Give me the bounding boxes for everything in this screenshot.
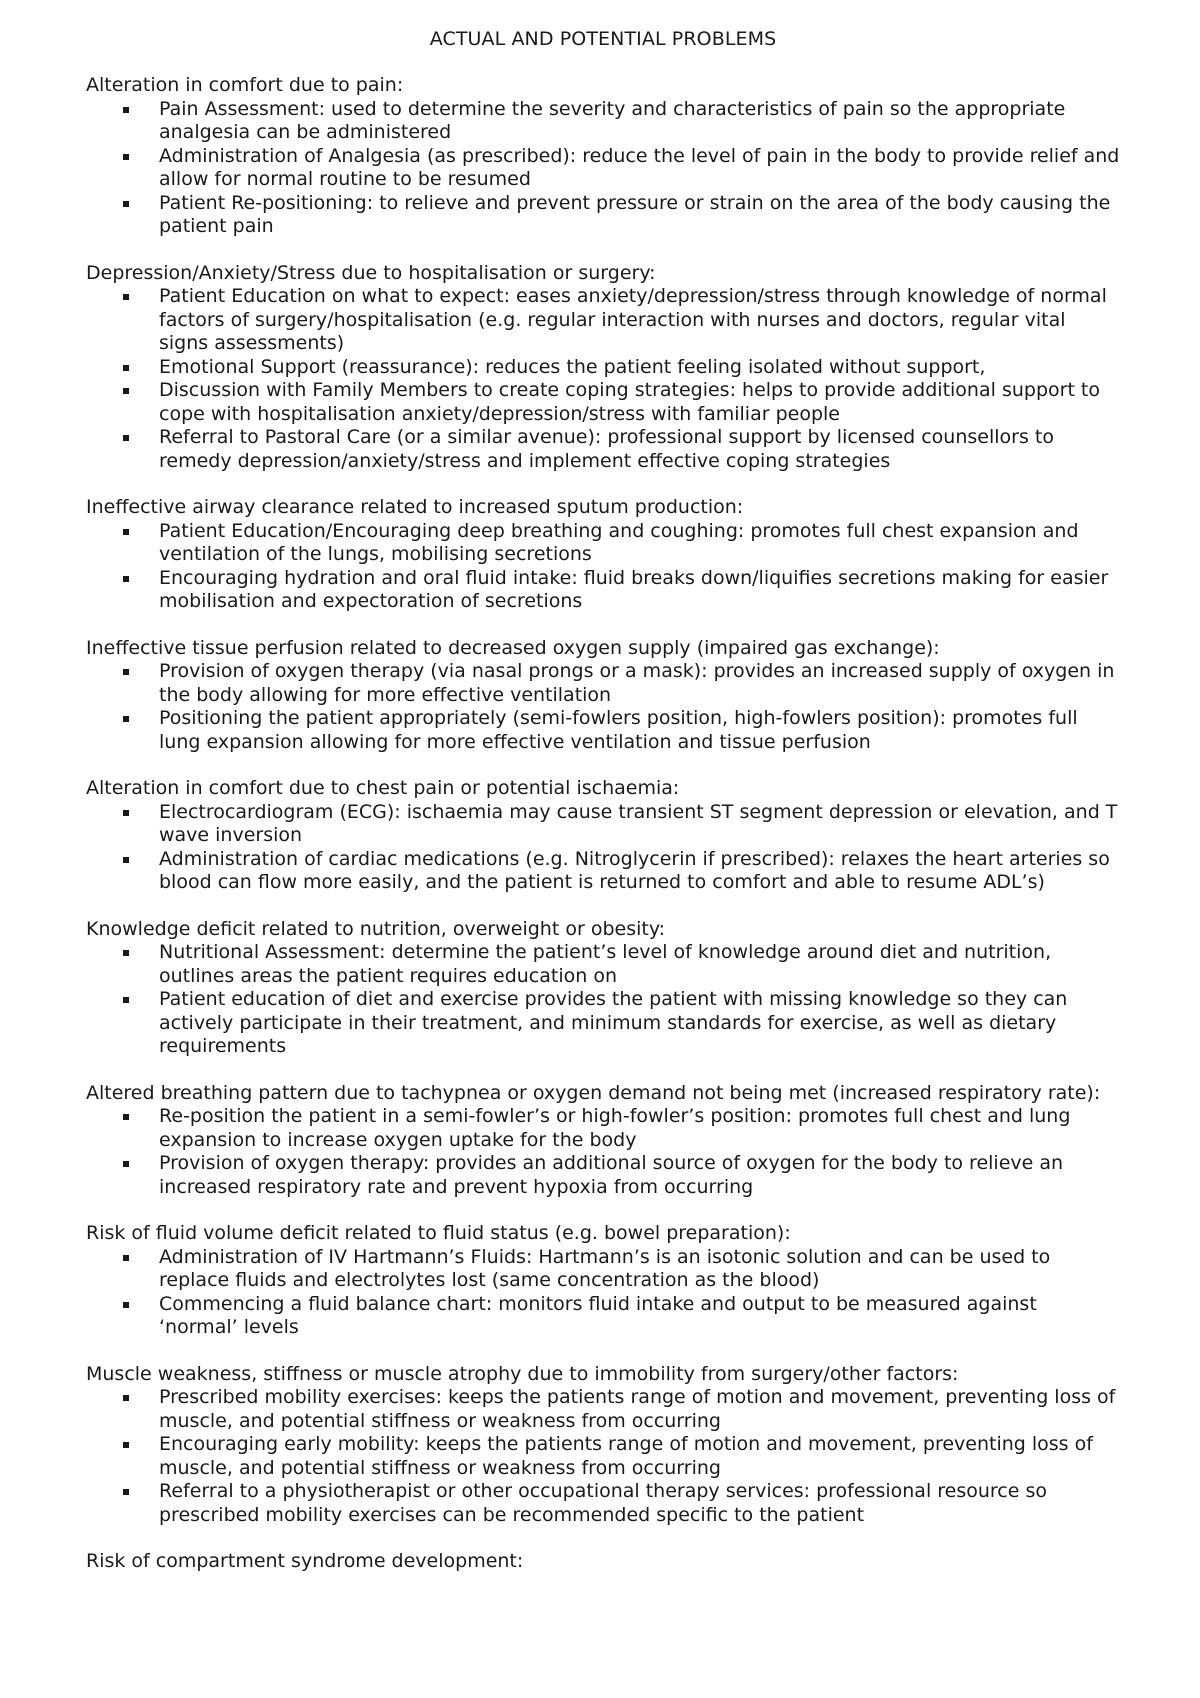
intervention-item	[86, 426, 1120, 473]
intervention-text: Patient Re-positioning: to relieve and prevent pressure or strain on the area of the body causing the patient pain	[159, 191, 1111, 237]
intervention-item	[86, 1105, 1120, 1152]
problem-heading: Depression/Anxiety/Stress due to hospitalisation or surgery:	[86, 261, 656, 284]
intervention-item	[86, 379, 1120, 426]
problem-section	[86, 1363, 1120, 1528]
intervention-text: Nutritional Assessment: determine the patient’s level of knowledge around diet and nutrition, outlines areas the patient requires education on	[159, 941, 1052, 987]
square-bullet-icon	[123, 435, 129, 441]
problem-heading: Knowledge deficit related to nutrition, overweight or obesity:	[86, 917, 666, 940]
intervention-text: Referral to a physiotherapist or other occupational therapy services: professional resource so prescribed mobility exercises can be recommended specific to the patient	[159, 1480, 1048, 1526]
intervention-text: Administration of cardiac medications (e.g. Nitroglycerin if prescribed): relaxes the heart arteries so blood can flow more easily, and the patient is returned to comfort and able to resume ADL’s)	[159, 847, 1110, 893]
intervention-text: Patient education of diet and exercise provides the patient with missing knowledge so they can actively participate in their treatment, and minimum standards for exercise, as well as dietary requirements	[159, 988, 1068, 1057]
intervention-text: Encouraging early mobility: keeps the patients range of motion and movement, preventing loss of muscle, and potential stiffness or weakness from occurring	[159, 1433, 1093, 1479]
intervention-text: Pain Assessment: used to determine the severity and characteristics of pain so the appropriate analgesia can be administered	[159, 97, 1066, 143]
intervention-text: Administration of IV Hartmann’s Fluids: Hartmann’s is an isotonic solution and can be used to replace fluids and electrolytes lost (same concentration as the blood)	[159, 1245, 1051, 1291]
intervention-item	[86, 145, 1120, 192]
intervention-item	[86, 567, 1120, 614]
intervention-text: Encouraging hydration and oral fluid intake: fluid breaks down/liquifies secretions making for easier mobilisation and expectoration of secretions	[159, 566, 1109, 612]
intervention-text: Re-position the patient in a semi-fowler’s or high-fowler’s position: promotes full chest and lung expansion to increase oxygen uptake for the body	[159, 1105, 1071, 1151]
intervention-text: Administration of Analgesia (as prescribed): reduce the level of pain in the body to provide relief and allow for normal routine to be resumed	[159, 144, 1120, 190]
intervention-item	[86, 98, 1120, 145]
problem-heading: Risk of fluid volume deficit related to fluid status (e.g. bowel preparation):	[86, 1222, 791, 1244]
intervention-item	[86, 1152, 1120, 1199]
problem-heading: Risk of compartment syndrome development:	[86, 1550, 524, 1572]
intervention-item	[86, 1246, 1120, 1293]
square-bullet-icon	[123, 857, 129, 863]
square-bullet-icon	[123, 1114, 129, 1120]
intervention-item	[86, 801, 1120, 848]
intervention-text: Prescribed mobility exercises: keeps the patients range of motion and movement, preventing loss of muscle, and potential stiffness or weakness from occurring	[159, 1386, 1116, 1432]
problem-list	[86, 74, 1120, 1574]
intervention-list	[86, 1246, 1120, 1340]
problem-section	[86, 1222, 1120, 1340]
square-bullet-icon	[123, 294, 129, 300]
square-bullet-icon	[123, 388, 129, 394]
problem-section	[86, 262, 1120, 474]
intervention-list	[86, 801, 1120, 895]
intervention-list	[86, 285, 1120, 473]
square-bullet-icon	[123, 950, 129, 956]
square-bullet-icon	[123, 1161, 129, 1167]
intervention-list	[86, 1105, 1120, 1199]
intervention-item	[86, 707, 1120, 754]
intervention-item	[86, 1433, 1120, 1480]
problem-heading: Ineffective tissue perfusion related to decreased oxygen supply (impaired gas exchange):	[86, 636, 940, 659]
intervention-text: Provision of oxygen therapy (via nasal prongs or a mask): provides an increased supply of oxygen in the body allowing for more effective ventilation	[159, 660, 1115, 706]
problem-section	[86, 1082, 1120, 1200]
intervention-item	[86, 192, 1120, 239]
intervention-text: Patient Education/Encouraging deep breathing and coughing: promotes full chest expansion and ventilation of the lungs, mobilising secretions	[159, 519, 1079, 565]
intervention-item	[86, 988, 1120, 1059]
problem-heading: Ineffective airway clearance related to increased sputum production:	[86, 496, 744, 518]
square-bullet-icon	[123, 529, 129, 535]
problem-heading: Alteration in comfort due to pain:	[86, 74, 404, 96]
intervention-item	[86, 520, 1120, 567]
problem-heading: Altered breathing pattern due to tachypnea or oxygen demand not being met (increased respiratory rate):	[86, 1081, 1101, 1104]
intervention-text: Patient Education on what to expect: eases anxiety/depression/stress through knowledge of normal factors of surgery/hospitalisation (e.g. regular interaction with nurses and doctors, regular vital signs assessments)	[159, 285, 1107, 354]
square-bullet-icon	[123, 365, 129, 371]
square-bullet-icon	[123, 1442, 129, 1448]
intervention-list	[86, 98, 1120, 239]
problem-section	[86, 74, 1120, 239]
square-bullet-icon	[123, 576, 129, 582]
square-bullet-icon	[123, 1489, 129, 1495]
square-bullet-icon	[123, 1255, 129, 1261]
intervention-text: Positioning the patient appropriately (semi-fowlers position, high-fowlers position): promotes full lung expansion allowing for more effective ventilation and tissue perfusion	[159, 707, 1078, 753]
intervention-text: Electrocardiogram (ECG): ischaemia may cause transient ST segment depression or elevation, and T wave inversion	[159, 800, 1118, 846]
intervention-list	[86, 1386, 1120, 1527]
square-bullet-icon	[123, 669, 129, 675]
page-title: ACTUAL AND POTENTIAL PROBLEMS	[429, 28, 777, 50]
intervention-text: Discussion with Family Members to create coping strategies: helps to provide additional support to cope with hospitalisation anxiety/depression/stress with familiar people	[159, 379, 1101, 425]
intervention-text: Referral to Pastoral Care (or a similar avenue): professional support by licensed counsellors to remedy depression/anxiety/stress and implement effective coping strategies	[159, 426, 1054, 472]
problem-heading: Alteration in comfort due to chest pain or potential ischaemia:	[86, 777, 680, 799]
problem-section	[86, 637, 1120, 755]
problem-section	[86, 777, 1120, 895]
intervention-item	[86, 848, 1120, 895]
intervention-item	[86, 285, 1120, 356]
intervention-item	[86, 1480, 1120, 1527]
intervention-item	[86, 660, 1120, 707]
problem-section	[86, 496, 1120, 614]
intervention-text: Emotional Support (reassurance): reduces the patient feeling isolated without support,	[159, 355, 986, 378]
square-bullet-icon	[123, 107, 129, 113]
problem-section	[86, 1550, 1120, 1574]
square-bullet-icon	[123, 716, 129, 722]
intervention-item	[86, 941, 1120, 988]
square-bullet-icon	[123, 810, 129, 816]
intervention-item	[86, 356, 1120, 380]
square-bullet-icon	[123, 154, 129, 160]
intervention-item	[86, 1386, 1120, 1433]
intervention-text: Commencing a fluid balance chart: monitors fluid intake and output to be measured against ‘normal’ levels	[159, 1292, 1037, 1338]
square-bullet-icon	[123, 997, 129, 1003]
intervention-item	[86, 1293, 1120, 1340]
problem-heading: Muscle weakness, stiffness or muscle atrophy due to immobility from surgery/other factors:	[86, 1362, 959, 1385]
problem-section	[86, 918, 1120, 1059]
intervention-text: Provision of oxygen therapy: provides an additional source of oxygen for the body to relieve an increased respiratory rate and prevent hypoxia from occurring	[159, 1152, 1064, 1198]
intervention-list	[86, 660, 1120, 754]
square-bullet-icon	[123, 201, 129, 207]
intervention-list	[86, 941, 1120, 1059]
square-bullet-icon	[123, 1395, 129, 1401]
intervention-list	[86, 520, 1120, 614]
square-bullet-icon	[123, 1302, 129, 1308]
